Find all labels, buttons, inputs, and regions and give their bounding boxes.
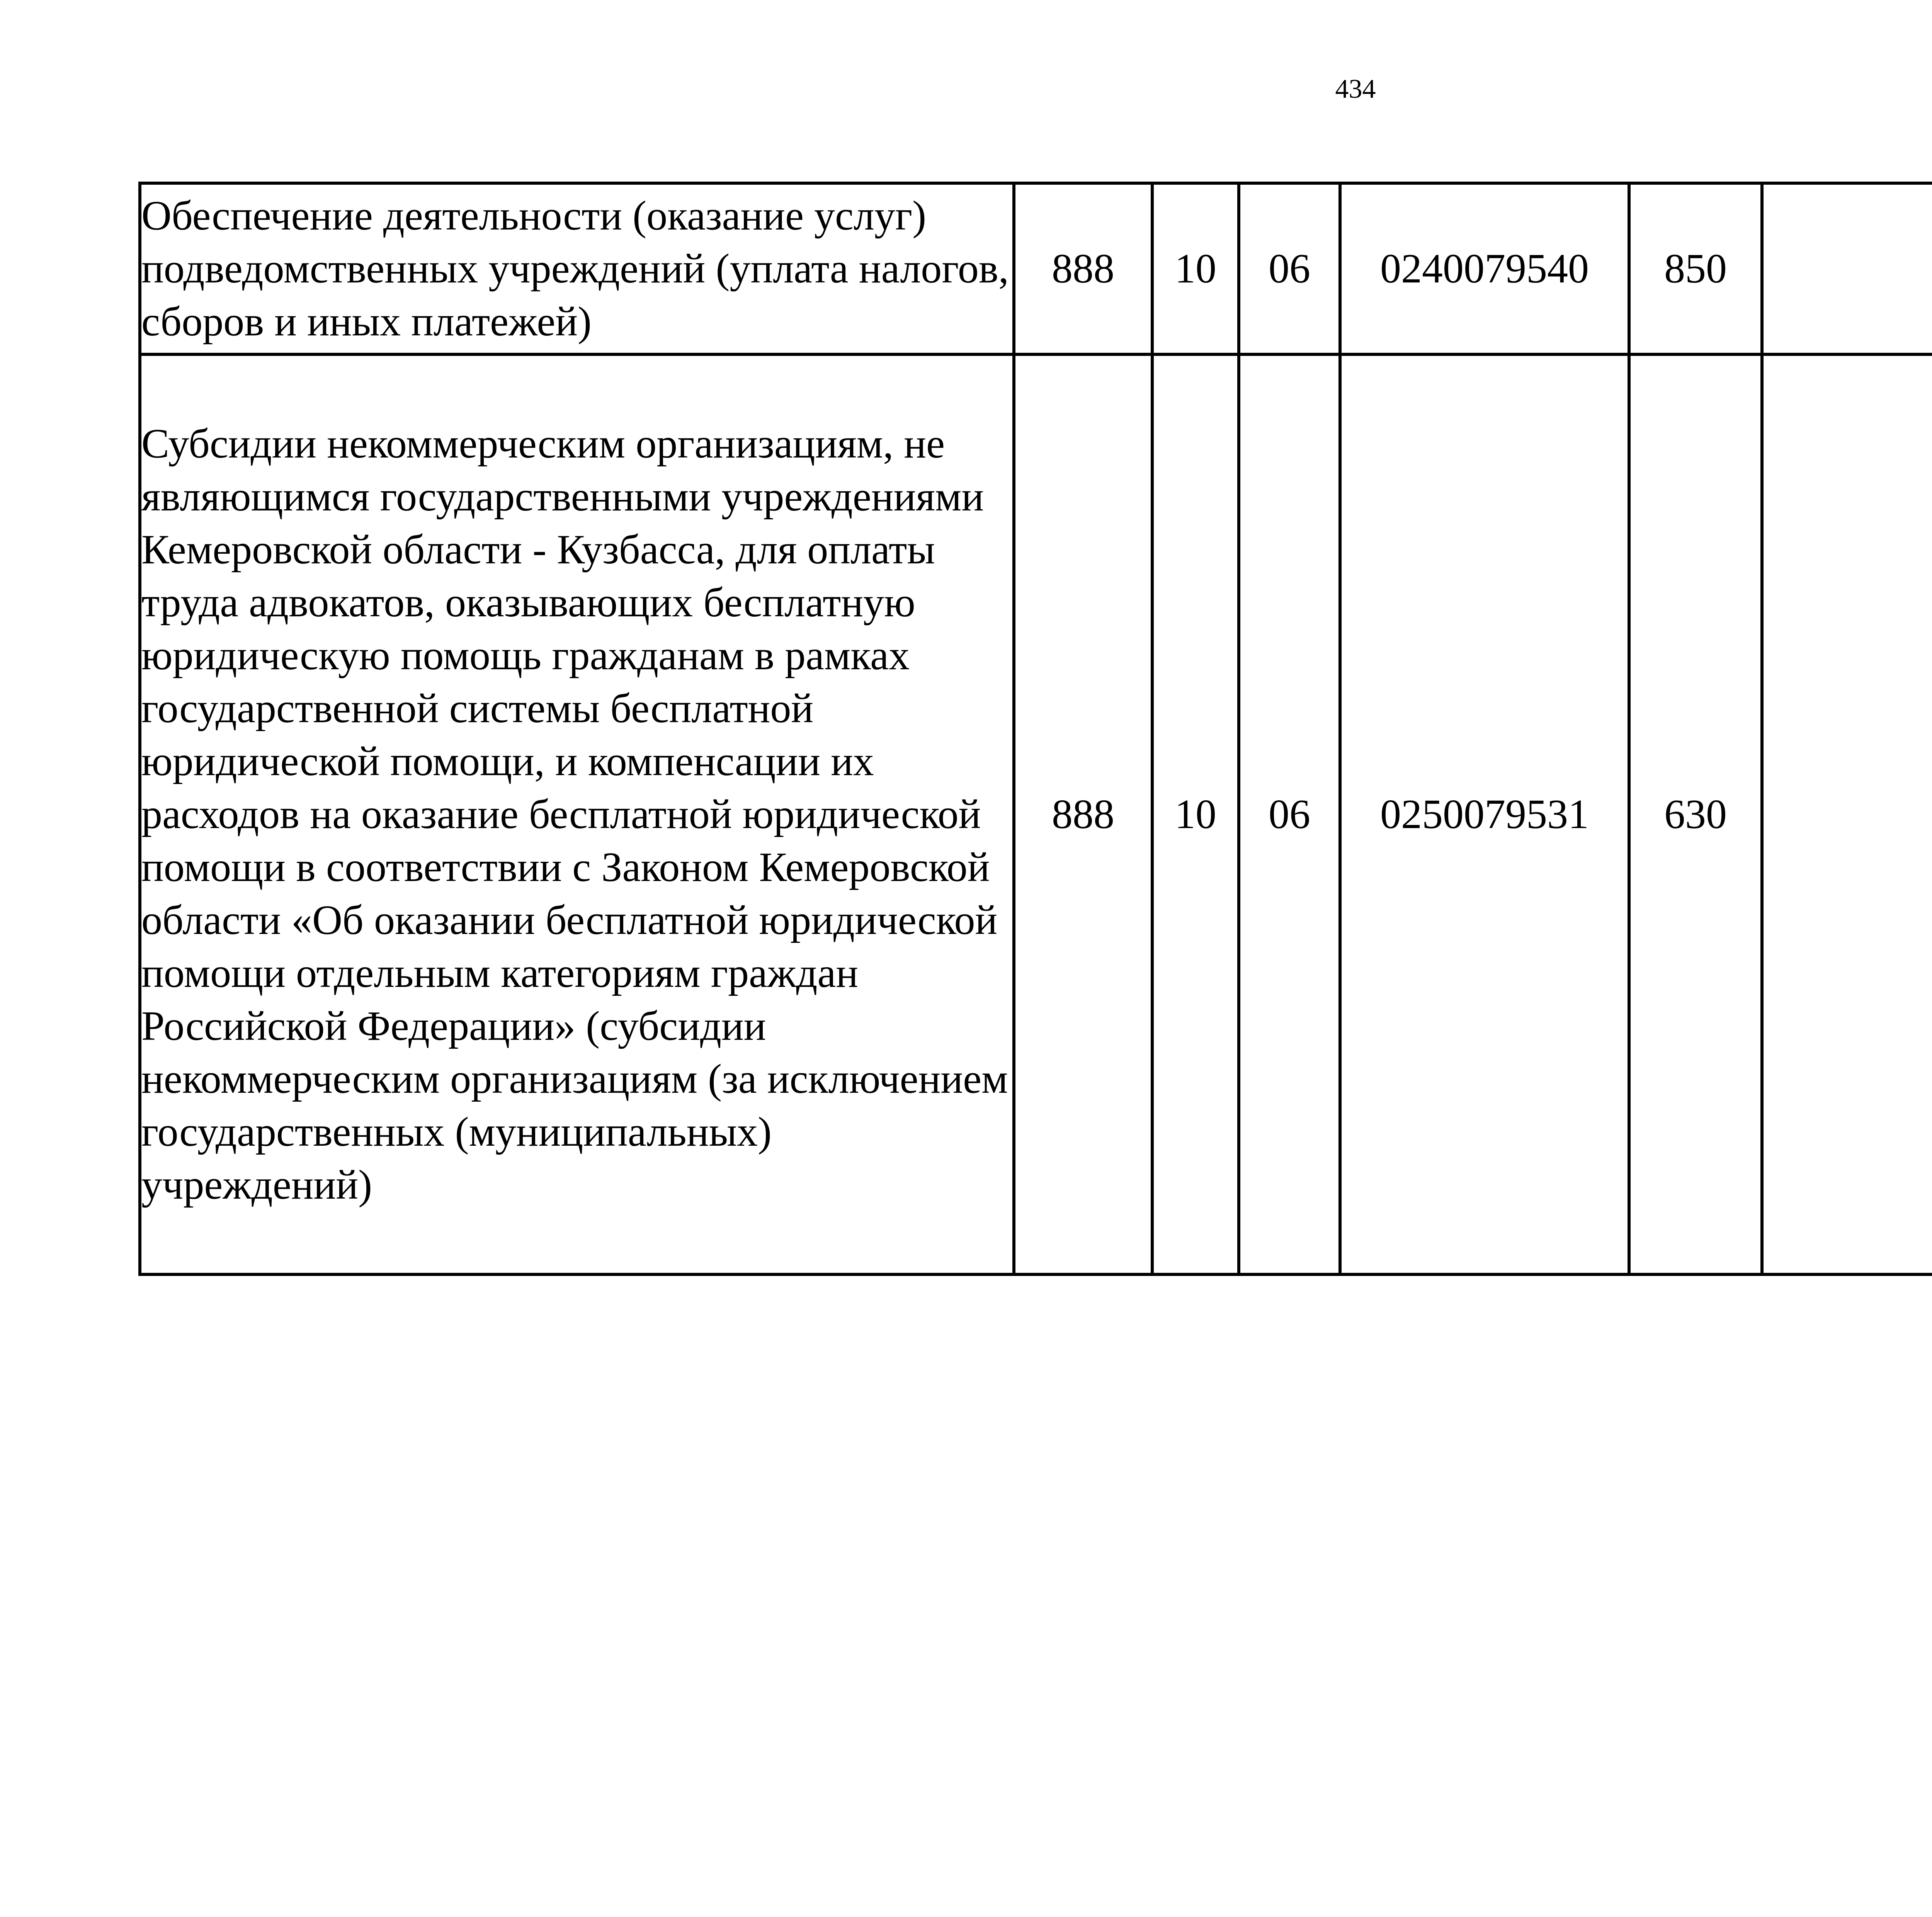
section-code: 10 [1152, 183, 1239, 354]
row-description: Субсидии некоммерческим организациям, не являющимся государственными учреждениями Кемеровской области - Кузбасса, для оплаты труда адвокатов, оказывающих бесплатную юридическую помощь гражданам в рамках государственной системы бесплатной юридической помощи, и компенсации их расходов на оказание бесплатной юридической помощи в соответствии с Законом Кемеровской области «Об оказании бесплатной юридической помощи отдельным категориям граждан Российской Федерации» (субсидии некоммерческим организациям (за исключением государственных (муниципальных) учреждений) [140, 354, 1014, 1274]
table-row [140, 183, 1932, 354]
page-number: 434 [1335, 74, 1376, 104]
expense-type-code: 630 [1629, 354, 1762, 1274]
subsection-code: 06 [1239, 183, 1340, 354]
amount-year-1 [1762, 183, 1932, 354]
budget-table [138, 182, 1932, 1276]
amount-year-1 [1762, 354, 1932, 1274]
expense-type-code: 850 [1629, 183, 1762, 354]
ministry-code: 888 [1014, 354, 1152, 1274]
target-article-code: 0240079540 [1340, 183, 1629, 354]
subsection-code: 06 [1239, 354, 1340, 1274]
ministry-code: 888 [1014, 183, 1152, 354]
table-row [140, 354, 1932, 1274]
section-code: 10 [1152, 354, 1239, 1274]
row-description: Обеспечение деятельности (оказание услуг) подведомственных учреждений (уплата налогов, сборов и иных платежей) [140, 183, 1014, 354]
target-article-code: 0250079531 [1340, 354, 1629, 1274]
